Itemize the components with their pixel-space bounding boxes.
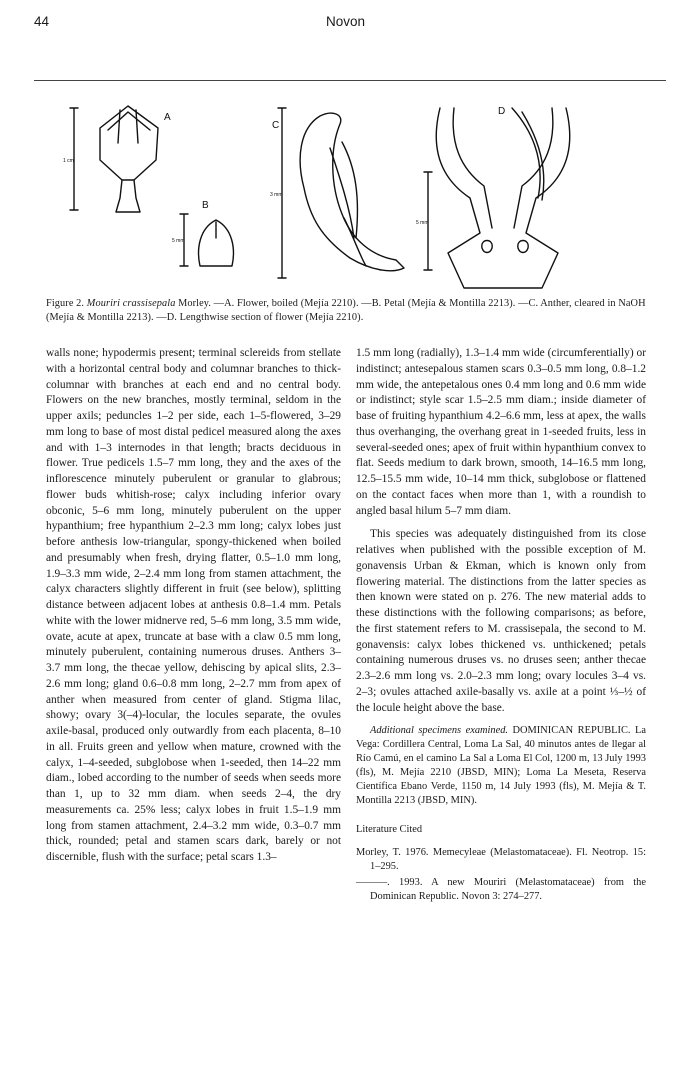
specimens-examined	[356, 724, 646, 808]
scale-label-c: 3 mm	[270, 192, 283, 198]
caption-species: Mouriri crassisepala	[86, 298, 176, 309]
specimens-text: DOMINICAN REPUBLIC. La Vega: Cordillera Central, Loma La Sal, 40 minutos antes de llegar al Río Camú, en el camino La Sal a Loma El Col, 1200 m, 13 July 1993 (fls), M. Mejía 2210 (JBSD, MIN); Loma La Meseta, Reserva Científica Ebano Verde, 1150 m, 14 July 1993 (fls), M. Mejía & T. Montilla 2213 (JBSD, MIN).	[356, 725, 646, 807]
reference-1: Morley, T. 1976. Memecyleae (Melastomataceae). Fl. Neotrop. 15: 1–295.	[356, 847, 646, 872]
left-column	[46, 346, 341, 866]
caption-text: Morley. —A. Flower, boiled (Mejía 2210). —B. Petal (Mejía & Montilla 2213). —C. Anther, cleared in NaOH (Mejía & Montilla 2213). —D. Lengthwise section of flower (Mejía 2210).	[46, 298, 646, 323]
description-paragraph: walls none; hypodermis present; terminal sclereids from stellate with a horizontal central body and columnar branches to thick-columnar with branches at each end and no central body. Flowers on the new branches, mostly terminal, seldom in the upper axils; peduncles 1–2 per side, each 1–5-flowered, 3–29 mm long to base of most distal pedicel measured along the axes and with 1–3 internodes in that length; bracts deciduous in flower. True pedicels 1.5–7 mm long, they and the axes of the inflorescence minutely puberulent or granular to glabrous; flower buds whitish-rose; calyx including inferior ovary obconic, 5–6 mm long, minutely puberulent on the upper hypanthium; free hypanthium 2–2.3 mm long; calyx lobes just before anthesis low-triangular, spongy-thickened when boiled and presumably when fresh, drying flatter, 0.5–1.0 mm long, 1.9–3.3 mm wide, 2–2.4 mm long from stamen attachment, the calyx characters slightly different in fruit (see below), splitting distance between adjacent lobes at anthesis 0.8–1.4 mm. Petals white with the lower midnerve red, 5–6 mm long, 3.5 mm wide, ovate, acute at apex, truncate at base with a claw 0.5 mm long, minutely puberulent, containing numerous druses. Anthers 3–3.7 mm long, the thecae yellow, dehiscing by apical slits, 2.3–2.6 mm long; gland 0.6–0.8 mm long, 2–2.7 mm from apex of anther when measured from center of gland. Stigma lilac, showy; ovary 3(–4)-locular, the locules separate, the ovules axile-basal, produced only outwardly from each placenta, 8–10 in all. Fruits green and yellow when mature, crowned with the calyx, 1–4-seeded, subglobose when 1-seeded, then 14–22 mm diam., lobed according to the number of seeds when seeds more than 1, up to 32 mm diam. when seeds 2–4, the dry measurements ca. 25% less; calyx lobes in fruit 1.5–1.9 mm long from stamen attachment, 2.4–3.2 mm wide, 0.3–0.7 mm thick, rounded; petal and stamen scars dark, barely or not discernible, flush with the surface; petal scars 1.3–	[46, 347, 341, 863]
description-continued: 1.5 mm long (radially), 1.3–1.4 mm wide (circumferentially) or indistinct; antesepalous stamen scars 0.3–0.5 mm long, 0.8–1.2 mm wide, the antepetalous ones 0.4 mm long and 0.6 mm wide or indistinct; style scar 1.5–2.5 mm diam.; inside diameter of base of fruiting hypanthium 4.2–6.6 mm, less at apex, the walls thus overhanging, the overhang great in 1-seeded fruits, less in several-seeded ones; apex of fruit within hypanthium convex to flat. Seeds medium to dark brown, smooth, 14–16.5 mm long, 12.5–15.5 mm wide, 10–14 mm thick, subglobose or flattened on the contact faces when more than 1, with a roundish to angled basal hilum 5–7 mm diam.	[356, 347, 646, 517]
literature-heading: Literature Cited	[356, 824, 423, 836]
specimens-heading: Additional specimens examined.	[370, 725, 509, 737]
label-c: C	[272, 120, 280, 131]
figure-caption	[46, 297, 646, 325]
flower-drawing	[100, 106, 158, 212]
right-column	[356, 346, 646, 904]
petal-drawing	[199, 220, 234, 266]
label-d: D	[498, 106, 506, 117]
flower-section-drawing	[436, 108, 570, 288]
botanical-illustration	[60, 88, 620, 293]
caption-prefix: Figure 2.	[46, 298, 85, 309]
label-b: B	[202, 200, 209, 211]
label-a: A	[164, 112, 171, 123]
scale-label-b: 5 mm	[172, 238, 185, 244]
header-rule	[34, 80, 666, 81]
anther-drawing	[300, 113, 404, 271]
discussion-paragraph: This species was adequately distinguished from its close relatives when published with the possible exception of M. gonavensis Urban & Ekman, which is known only from flowering material. The distinctions from the latter species as then known were stated on p. 276. The new material adds to these distinctions with the following comparisons; as before, the first statement refers to M. crassisepala, the second to M. gonavensis: calyx lobes thickened vs. unthickened; petals containing numerous druses vs. no druses seen; anther thecae 2.3–2.6 mm long vs. 2.0–2.3 mm long; ovary locules 3–4 vs. 2–3; ovules attached axile-basally vs. axile at a point ⅓–½ of the locule height above the base.	[356, 528, 646, 714]
scale-label-d: 5 mm	[416, 220, 429, 226]
reference-2: ———. 1993. A new Mouriri (Melastomataceae) from the Dominican Republic. Novon 3: 274–277.	[356, 877, 646, 902]
running-header	[0, 14, 691, 34]
journal-name: Novon	[325, 14, 366, 29]
scale-label-a: 1 cm	[63, 158, 74, 164]
page-number: 44	[34, 14, 50, 29]
figure-2-drawing	[60, 88, 620, 293]
